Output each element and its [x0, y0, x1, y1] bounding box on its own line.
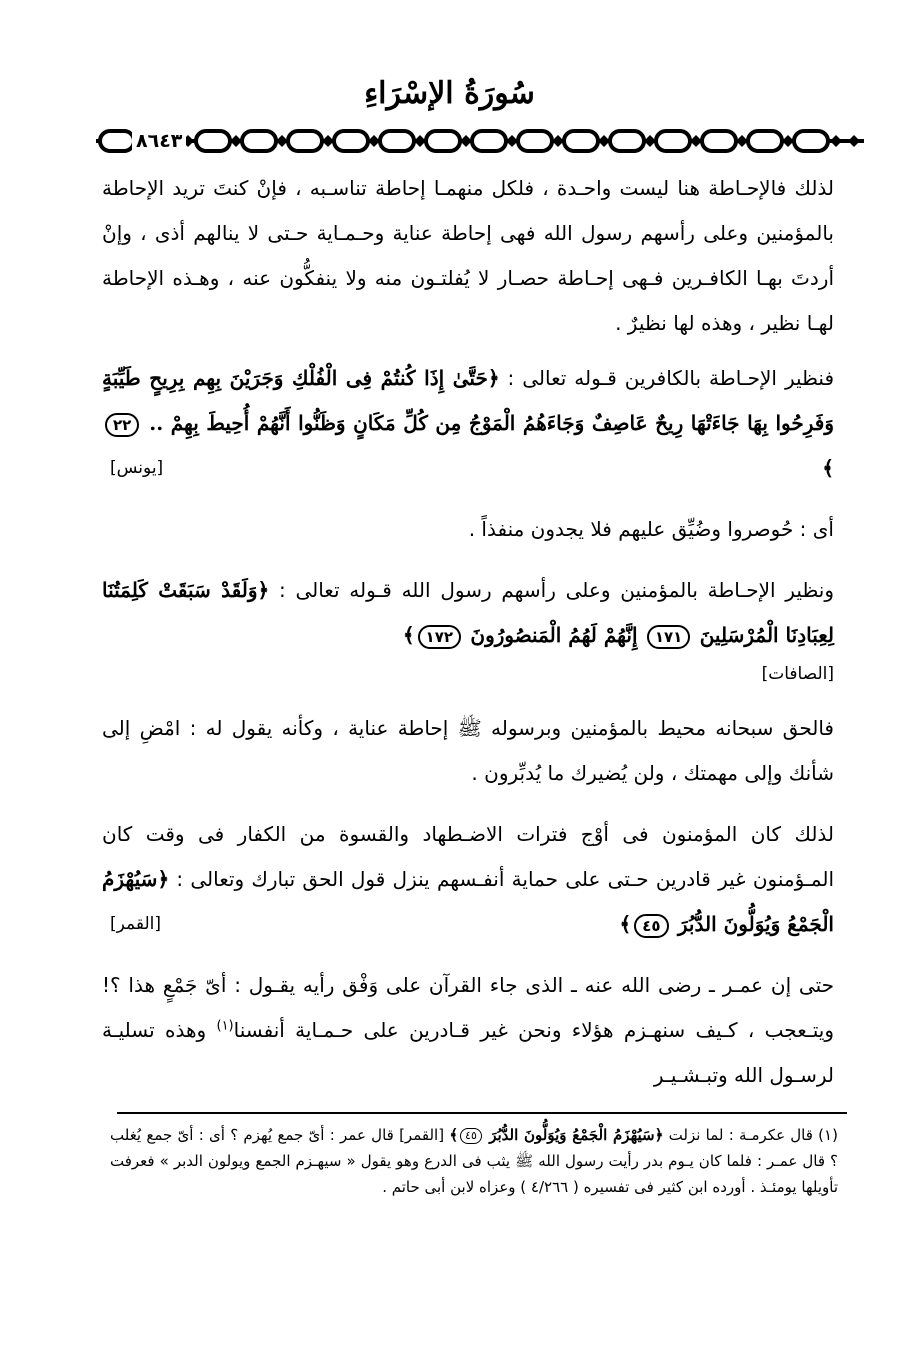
paragraph-4	[102, 568, 834, 658]
surah-title: سُورَةُ الإسْرَاءِ	[364, 76, 535, 111]
paragraph-6-text: لذلك كان المؤمنون فى أوْج فترات الاضـطهاد والقسوة من الكفار فى وقت كان المـؤمنون غير قادرين حـتى على حماية أنفـسهم ينزل قول الحق تبارك وتعالى :	[102, 822, 835, 891]
ornate-bracket-close: ﴾	[822, 456, 834, 480]
main-text	[102, 166, 834, 1098]
ornate-bracket-open: ﴿	[654, 1126, 664, 1144]
paragraph-7-tail: وهذه تسليـة لرسـول الله وتبـشـيـر	[102, 1018, 834, 1087]
footnote-1	[110, 1122, 838, 1200]
paragraph-4-intro: ونظير الإحـاطة بالمؤمنين وعلى رأسهم رسول الله قـوله تعالى :	[278, 578, 835, 602]
footnote-quran-verse: سَيُهْزَمُ الْجَمْعُ وَيُوَلُّونَ الدُّبُرَ	[489, 1126, 655, 1144]
surah-reference-saffat: [الصافات]	[761, 664, 834, 684]
paragraph-3: أى : حُوصروا وضُيِّق عليهم فلا يجدون منفذاً .	[468, 517, 834, 541]
paragraph-7-text: حتى إن عمـر ـ رضى الله عنه ـ الذى جاء القرآن على وَفْق رأيه يقـول : أىّ جَمْعٍ هذا ؟! ويتـعجب ، كـيف سنهـزم هؤلاء ونحن غير قـادرين على حـمـاية أنفسنا	[102, 973, 834, 1042]
paragraph-2-intro: فنظير الإحـاطة بالكافرين قـوله تعالى :	[507, 366, 835, 390]
footnote-divider	[117, 1112, 847, 1114]
footnote-body: [القمر] قال عمر : أىّ جمع يُهزم ؟ أى : أىّ جمع يُغلب ؟ قال عمـر : فلما كان يـوم بدر رأيت رسول الله ﷺ يثب فى الدرع وهو يقول « سيهـزم الجمع ويولون الدبر » فعرفت تأويلها يومئـذ . أورده ابن كثير فى تفسيره ( ٤/٢٦٦ ) وعزاه لابن أبى حاتم .	[110, 1126, 838, 1196]
paragraph-6	[102, 812, 834, 947]
quran-verse-qamar: سَيُهْزَمُ الْجَمْعُ وَيُوَلُّونَ الدُّبُرَ	[102, 867, 834, 936]
quran-verse-yunus: حَتَّىٰ إِذَا كُنتُمْ فِى الْفُلْكِ وَجَرَيْنَ بِهِم بِرِيحٍ طَيِّبَةٍ وَفَرِحُوا بِهَا جَاءَتْهَا رِيحٌ عَاصِفٌ وَجَاءَهُمُ الْمَوْجُ مِن كُلِّ مَكَانٍ وَظَنُّوا أَنَّهُمْ أُحِيطَ بِهِمْ ..	[102, 366, 835, 435]
paragraph-2	[102, 356, 834, 491]
header-ornament-band	[96, 124, 864, 158]
surah-reference-qamar: [القمر]	[110, 914, 161, 934]
ayah-number-22: ٢٢	[105, 413, 139, 437]
ornate-bracket-close: ﴾	[619, 912, 632, 936]
ayah-number-171: ١٧١	[647, 625, 690, 649]
ornate-bracket-open: ﴿	[487, 366, 500, 390]
paragraph-1: لذلك فالإحـاطة هنا ليست واحـدة ، فلكل منهمـا إحاطة تناسـبه ، فإنْ كنتَ تريد الإحاطة بالمؤمنين وعلى رأسهم رسول الله فهى إحاطة عناية وحـمـاية حـتى لا ينالهم أذى ، وإنْ أردتَ بهـا الكافـرين فـهى إحـاطة حصـار لا يُفلتـون منه ولا ينفكُّون عنه ، وهـذه الإحاطة لهـا نظير ، وهذه لها نظيرٌ .	[102, 176, 834, 335]
surah-reference-yunus: [يونس]	[110, 458, 164, 478]
ayah-number-45: ٤٥	[634, 914, 668, 938]
paragraph-7	[102, 963, 834, 1098]
footnote-ayah-number: ٤٥	[460, 1128, 482, 1144]
ayah-number-172: ١٧٢	[418, 625, 461, 649]
footnote-lead: (١) قال عكرمـة : لما نزلت	[668, 1126, 838, 1144]
page-number: ٨٦٤٣	[132, 124, 186, 158]
quran-verse-saffat-171: وَلَقَدْ سَبَقَتْ كَلِمَتُنَا لِعِبَادِنَا الْمُرْسَلِينَ	[102, 578, 834, 647]
ornate-bracket-open: ﴿	[157, 867, 170, 891]
quran-verse-saffat-172: إِنَّهُمْ لَهُمُ الْمَنصُورُونَ	[470, 623, 638, 647]
ornate-bracket-open: ﴿	[257, 578, 270, 602]
footnote-marker: (١)	[216, 1018, 234, 1034]
ornate-bracket-close: ﴾	[402, 623, 415, 647]
paragraph-5: فالحق سبحانه محيط بالمؤمنين وبرسوله ﷺ إحاطة عناية ، وكأنه يقول له : امْضِ إلى شأنك وإلى مهمتك ، ولن يُضيرك ما يُدبِّرون .	[102, 716, 834, 785]
ornate-bracket-close: ﴾	[449, 1126, 459, 1144]
